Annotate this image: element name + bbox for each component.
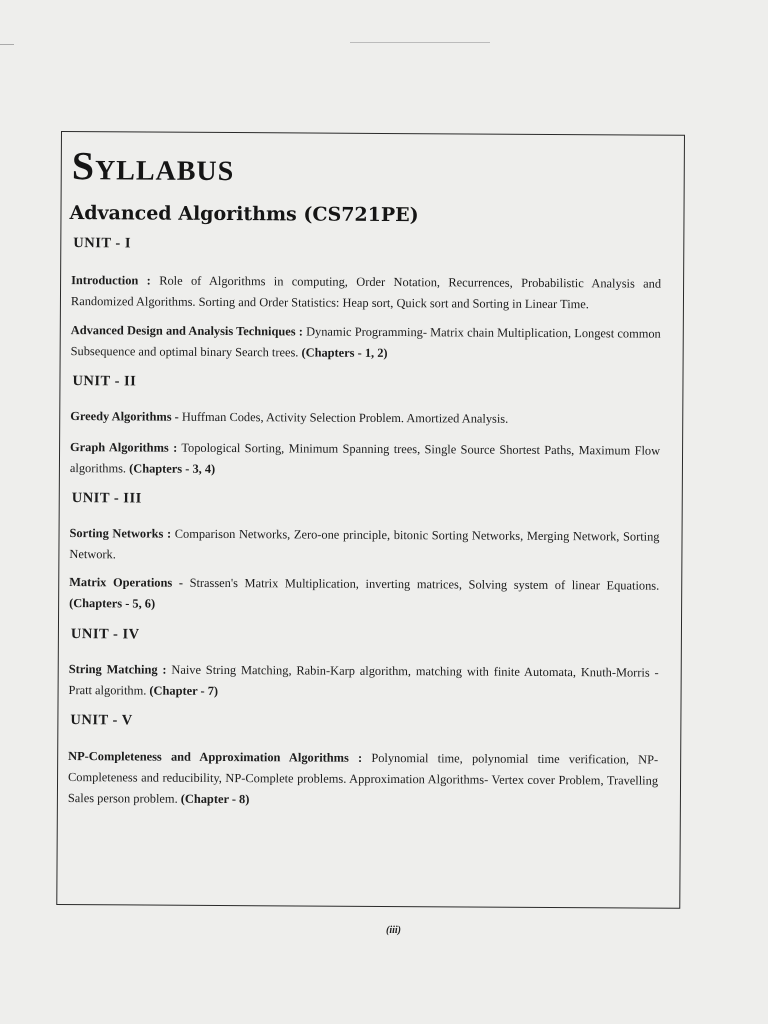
scan-artifact-line <box>350 42 490 43</box>
unit-2-topic-1 <box>70 406 660 431</box>
topic-text: Polynomial time, polynomial time verification, NP-Completeness and reducibility, NP-Complete problems. Approximation Algorithms- Vertex cover Problem, Travelling Sales person problem. <box>67 750 659 806</box>
topic-term: Sorting Networks : <box>69 526 172 541</box>
topic-chapters: (Chapter - 8) <box>180 791 250 807</box>
topic-text: Huffman Codes, Activity Selection Problem. Amortized Analysis. <box>178 409 509 426</box>
topic-term: NP-Completeness and Approximation Algorithms : <box>68 749 363 765</box>
unit-1-topic-2 <box>71 320 661 366</box>
topic-chapters: (Chapter - 7) <box>149 683 219 698</box>
topic-text: Role of Algorithms in computing, Order Notation, Recurrences, Probabilistic Analysis and Randomized Algorithms. Sorting and Order Statistics: Heap sort, Quick sort and Sorting in Linear Time. <box>70 273 662 312</box>
topic-term: Graph Algorithms : <box>70 440 178 455</box>
topic-term: Advanced Design and Analysis Techniques : <box>70 323 303 339</box>
course-title: Advanced Algorithms (CS721PE) <box>69 202 419 227</box>
topic-term: Introduction : <box>71 273 151 288</box>
unit-3-heading: UNIT - III <box>71 490 142 507</box>
topic-text: Comparison Networks, Zero-one principle, bitonic Sorting Networks, Merging Network, Sorting Network. <box>69 526 660 562</box>
topic-chapters: (Chapters - 5, 6) <box>69 596 156 611</box>
topic-term: Greedy Algorithms - <box>70 409 179 424</box>
unit-5-topic-1 <box>68 746 658 813</box>
topic-chapters: (Chapters - 1, 2) <box>301 345 388 360</box>
unit-4-heading: UNIT - IV <box>70 626 140 643</box>
topic-term: Matrix Operations - <box>69 575 184 590</box>
unit-1-topic-1 <box>71 270 661 316</box>
unit-2-topic-2 <box>70 437 660 483</box>
topic-text: Dynamic Programming- Matrix chain Multiplication, Longest common Subsequence and optimal binary Search trees. <box>70 324 661 360</box>
page-number: (iii) <box>386 925 401 936</box>
unit-3-topic-1 <box>69 523 659 569</box>
topic-text: Topological Sorting, Minimum Spanning trees, Single Source Shortest Paths, Maximum Flow algorithms. <box>69 440 661 476</box>
topic-text: Naive String Matching, Rabin-Karp algorithm, matching with finite Automata, Knuth-Morris - Pratt algorithm. <box>68 662 659 698</box>
unit-4-topic-1 <box>69 659 659 705</box>
page-title: Syllabus <box>71 143 235 190</box>
unit-1-heading: UNIT - I <box>73 235 132 252</box>
unit-3-topic-2 <box>69 572 659 618</box>
topic-term: String Matching : <box>68 662 167 677</box>
unit-2-heading: UNIT - II <box>72 373 137 390</box>
scan-artifact-line <box>0 44 14 45</box>
topic-text: Strassen's Matrix Multiplication, inverting matrices, Solving system of linear Equations. <box>182 575 660 593</box>
unit-5-heading: UNIT - V <box>70 712 133 729</box>
syllabus-frame <box>56 131 685 909</box>
topic-chapters: (Chapters - 3, 4) <box>129 461 216 476</box>
